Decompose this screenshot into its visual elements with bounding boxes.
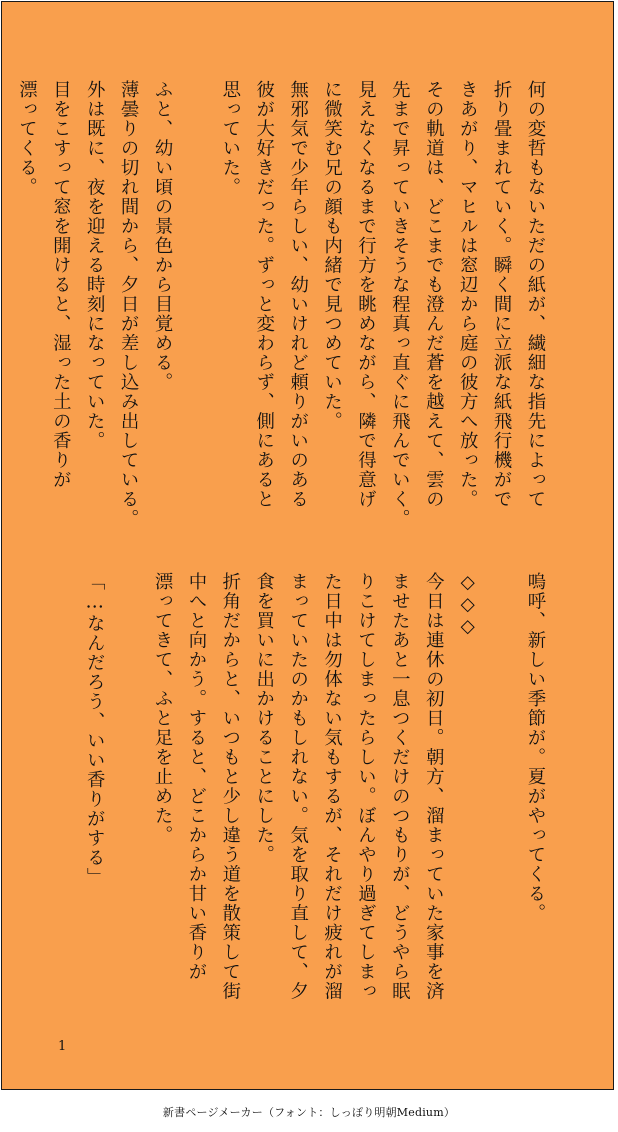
text-line: 食を買いに出かけることにした。: [253, 572, 275, 865]
scene-break: ◇◇◇: [457, 572, 479, 639]
text-line: 外は既に、夜を迎える時刻になっていた。: [84, 80, 106, 451]
text-line: きあがり、マヒルは窓辺から庭の彼方へ放った。: [457, 80, 479, 509]
blank-line: [484, 572, 518, 932]
text-line: その軌道は、どこまでも澄んだ蒼を越えて、雲の: [423, 80, 445, 509]
text-line: 先まで昇っていきそうな程真っ直ぐに飛んでいく。: [389, 80, 411, 529]
text-line: 薄曇りの切れ間から、夕日が差し込み出している。: [118, 80, 140, 529]
footer-credit: 新書ページメーカー（フォント：しっぽり明朝Medium）: [162, 1106, 456, 1119]
text-line: 今日は連休の初日。朝方、溜まっていた家事を済: [423, 572, 445, 1001]
text-line: 中へと向かう。すると、どこからか甘い香りが: [185, 572, 207, 982]
text-line: まっていたのかもしれない。気を取り直して、夕: [287, 572, 309, 1001]
page-number: 1: [58, 1039, 67, 1054]
text-line: た日中は勿体ない気もするが、それだけ疲れが溜: [321, 572, 343, 1001]
text-line: ふと、幼い頃の景色から目覚める。: [152, 80, 174, 392]
dialogue-line: 「…なんだろう、いい香りがする」: [84, 572, 106, 887]
book-page: [1, 1, 614, 1090]
text-line: りこけてしまったらしい。ぼんやり過ぎてしまっ: [355, 572, 377, 1001]
text-line: 漂ってきて、ふと足を止めた。: [152, 572, 174, 845]
text-line: 折り畳まれていく。瞬く間に立派な紙飛行機がで: [491, 80, 513, 509]
text-line: 漂ってくる。: [16, 80, 38, 197]
text-line: に微笑む兄の顔も内緒で見つめていた。: [321, 80, 343, 431]
text-line: 思っていた。: [219, 80, 241, 197]
text-line: 無邪気で少年らしい、幼いけれど頼りがいのある: [287, 80, 309, 509]
text-line: 何の変哲もないただの紙が、繊細な指先によって: [525, 80, 546, 509]
text-column-bottom: [82, 572, 552, 1001]
text-line: 折角だからと、いつもと少し違う道を散策して街: [219, 572, 241, 1001]
blank-line: [179, 80, 213, 540]
text-line: 目をこすって窓を開けると、湿った土の香りが: [50, 80, 72, 490]
text-line: ませたあと一息つくだけのつもりが、どうやら眠: [389, 572, 411, 1001]
text-line: 嗚呼、新しい季節が。夏がやってくる。: [525, 572, 546, 923]
text-line: 見えなくなるまで行方を眺めながら、隣で得意げ: [355, 80, 377, 509]
blank-line: [111, 572, 145, 932]
text-column-top: [16, 80, 552, 540]
text-line: 彼が大好きだった。ずっと変わらず、側にあると: [253, 80, 275, 509]
